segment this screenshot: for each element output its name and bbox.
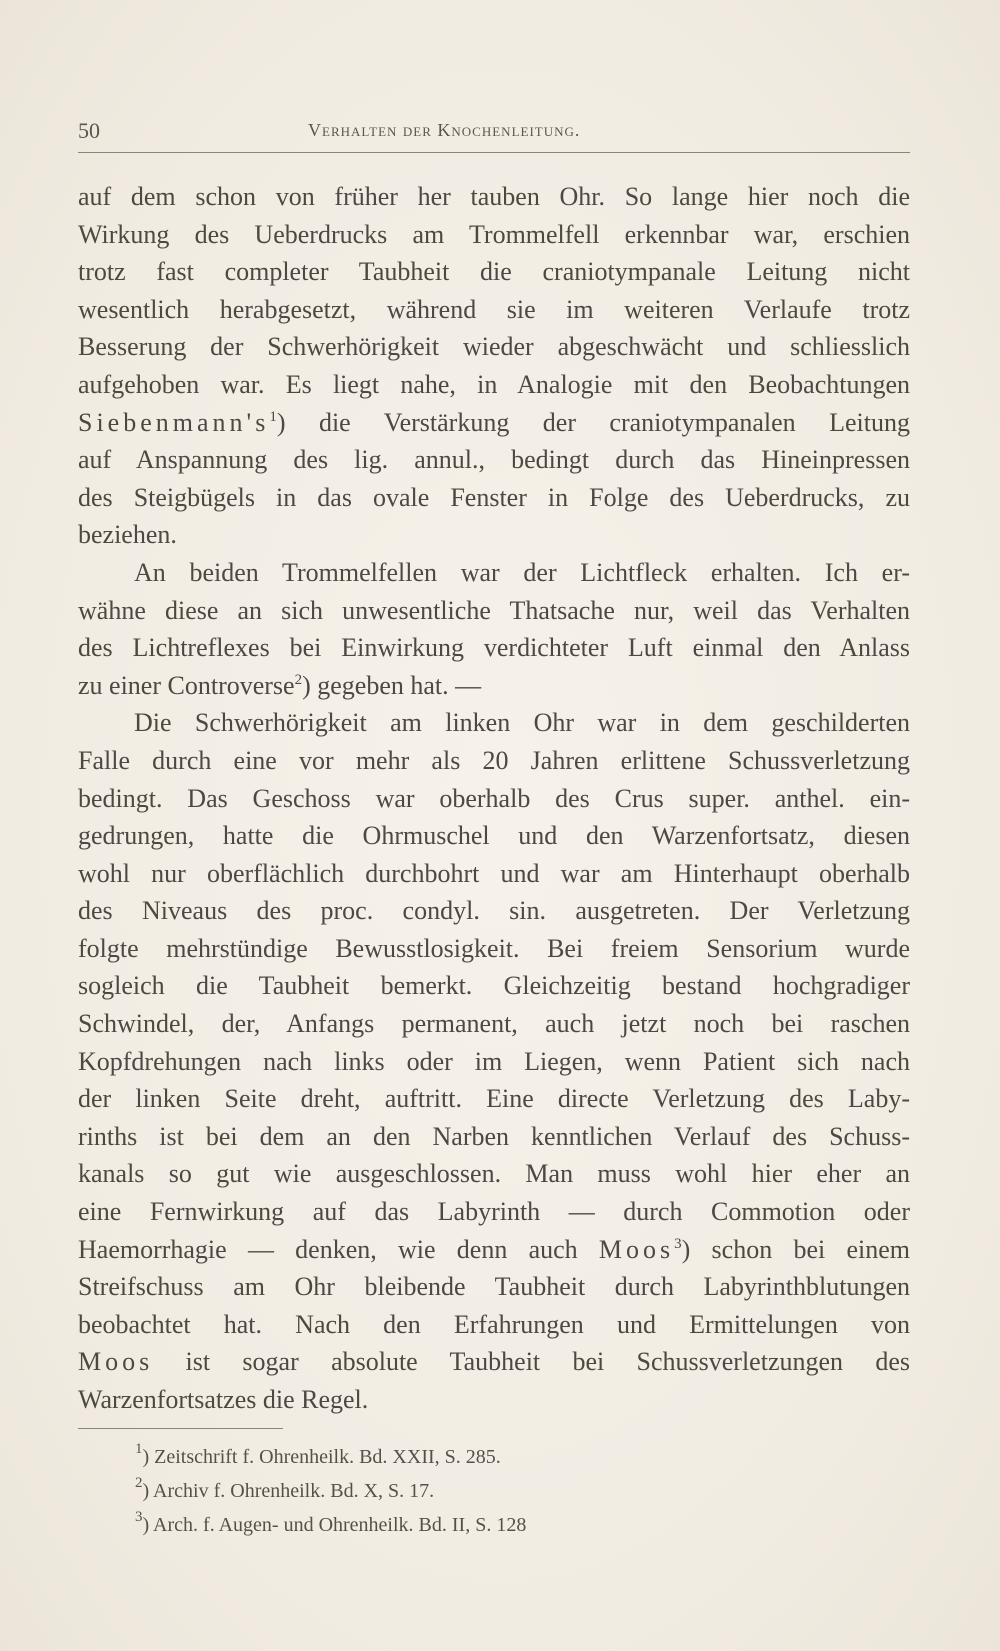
- text-line: des Niveaus des proc. condyl. sin. ausgetreten. Der Verletzung: [78, 896, 910, 926]
- footnote: [135, 1508, 895, 1542]
- footnote-text: ) Arch. f. Augen- und Ohrenheilk. Bd. II, S. 128: [142, 1514, 527, 1536]
- text-line: bedingt. Das Geschoss war oberhalb des Crus super. anthel. ein-: [78, 783, 910, 813]
- text-line: des Steigbügels in das ovale Fenster in Folge des Ueberdrucks, zu: [78, 482, 910, 512]
- text-fragment: ist sogar absolute Taubheit bei Schussverletzungen des: [153, 1347, 910, 1377]
- footnote-rule: [78, 1428, 283, 1429]
- spaced-name: Moos: [598, 1234, 675, 1264]
- text-line: [78, 1231, 910, 1269]
- text-line: kanals so gut wie ausgeschlossen. Man muss wohl hier eher an: [78, 1159, 910, 1189]
- footnote-number: 2: [135, 1475, 143, 1491]
- text-line: beziehen.: [78, 520, 177, 550]
- text-line: trotz fast completer Taubheit die craniotympanale Leitung nicht: [78, 257, 910, 287]
- text-line: auf Anspannung des lig. annul., bedingt durch das Hineinpressen: [78, 445, 910, 475]
- footnote: [135, 1474, 895, 1508]
- text-line: Wirkung des Ueberdrucks am Trommelfell erkennbar war, erschien: [78, 219, 910, 249]
- footnote-number: 3: [135, 1509, 143, 1525]
- text-line: Besserung der Schwerhörigkeit wieder abgeschwächt und schliesslich: [78, 332, 910, 362]
- running-head: Verhalten der Knochenleitung.: [308, 120, 581, 140]
- text-line: beobachtet hat. Nach den Erfahrungen und Ermittelungen von: [78, 1309, 910, 1339]
- text-line: Warzenfortsatzes die Regel.: [78, 1385, 369, 1414]
- text-line: rinths ist bei dem an den Narben kenntlichen Verlauf des Schuss-: [78, 1121, 910, 1151]
- text-line: eine Fernwirkung auf das Labyrinth — durch Commotion oder: [78, 1197, 910, 1227]
- text-line: An beiden Trommelfellen war der Lichtfleck erhalten. Ich er-: [134, 557, 910, 587]
- footnotes: [135, 1440, 895, 1542]
- text-line: des Lichtreflexes bei Einwirkung verdichteter Luft einmal den Anlass: [78, 633, 910, 663]
- text-fragment: Haemorrhagie — denken, wie denn auch: [78, 1234, 599, 1264]
- footnote-mark: 3: [674, 1235, 682, 1252]
- text-fragment: ) schon bei einem: [681, 1234, 910, 1264]
- text-line: gedrungen, hatte die Ohrmuschel und den Warzenfortsatz, diesen: [78, 821, 910, 851]
- page-header: [78, 118, 910, 153]
- text-line: Streifschuss am Ohr bleibende Taubheit durch Labyrinthblutungen: [78, 1272, 910, 1302]
- spaced-name: Moos: [78, 1347, 154, 1377]
- text-line: auf dem schon von früher her tauben Ohr. So lange hier noch die: [78, 182, 910, 211]
- page-number: 50: [78, 118, 100, 143]
- footnote: [135, 1440, 895, 1474]
- text-line: [78, 1343, 910, 1381]
- footnote-number: 1: [135, 1441, 143, 1457]
- text-fragment: ) die Verstärkung der craniotympanalen Leitung: [276, 407, 910, 437]
- text-line: wesentlich herabgesetzt, während sie im weiteren Verlaufe trotz: [78, 294, 910, 324]
- text-line: Die Schwerhörigkeit am linken Ohr war in dem geschilderten: [134, 708, 910, 738]
- text-fragment: zu einer Controverse: [78, 670, 295, 700]
- text-line: [78, 667, 910, 705]
- text-line: folgte mehrstündige Bewusstlosigkeit. Bei freiem Sensorium wurde: [78, 933, 910, 963]
- footnote-mark: 2: [294, 671, 303, 688]
- footnote-text: ) Zeitschrift f. Ohrenheilk. Bd. XXII, S. 285.: [142, 1446, 501, 1468]
- text-fragment: ) gegeben hat. —: [302, 670, 482, 700]
- spaced-name: Siebenmann's: [78, 407, 270, 437]
- text-line: aufgehoben war. Es liegt nahe, in Analogie mit den Beobachtungen: [78, 369, 910, 399]
- footnote-mark: 1: [269, 408, 277, 425]
- text-line: [78, 404, 910, 442]
- text-line: Falle durch eine vor mehr als 20 Jahren erlittene Schussverletzung: [78, 745, 910, 775]
- text-line: der linken Seite dreht, auftritt. Eine directe Verletzung des Laby-: [78, 1084, 910, 1114]
- text-line: sogleich die Taubheit bemerkt. Gleichzeitig bestand hochgradiger: [78, 971, 910, 1001]
- footnote-text: ) Archiv f. Ohrenheilk. Bd. X, S. 17.: [142, 1480, 435, 1502]
- text-line: wähne diese an sich unwesentliche Thatsache nur, weil das Verhalten: [78, 595, 910, 625]
- body-text: [78, 178, 910, 1419]
- text-line: wohl nur oberflächlich durchbohrt und war am Hinterhaupt oberhalb: [78, 858, 910, 888]
- text-line: Schwindel, der, Anfangs permanent, auch jetzt noch bei raschen: [78, 1009, 910, 1039]
- text-line: Kopfdrehungen nach links oder im Liegen, wenn Patient sich nach: [78, 1046, 910, 1076]
